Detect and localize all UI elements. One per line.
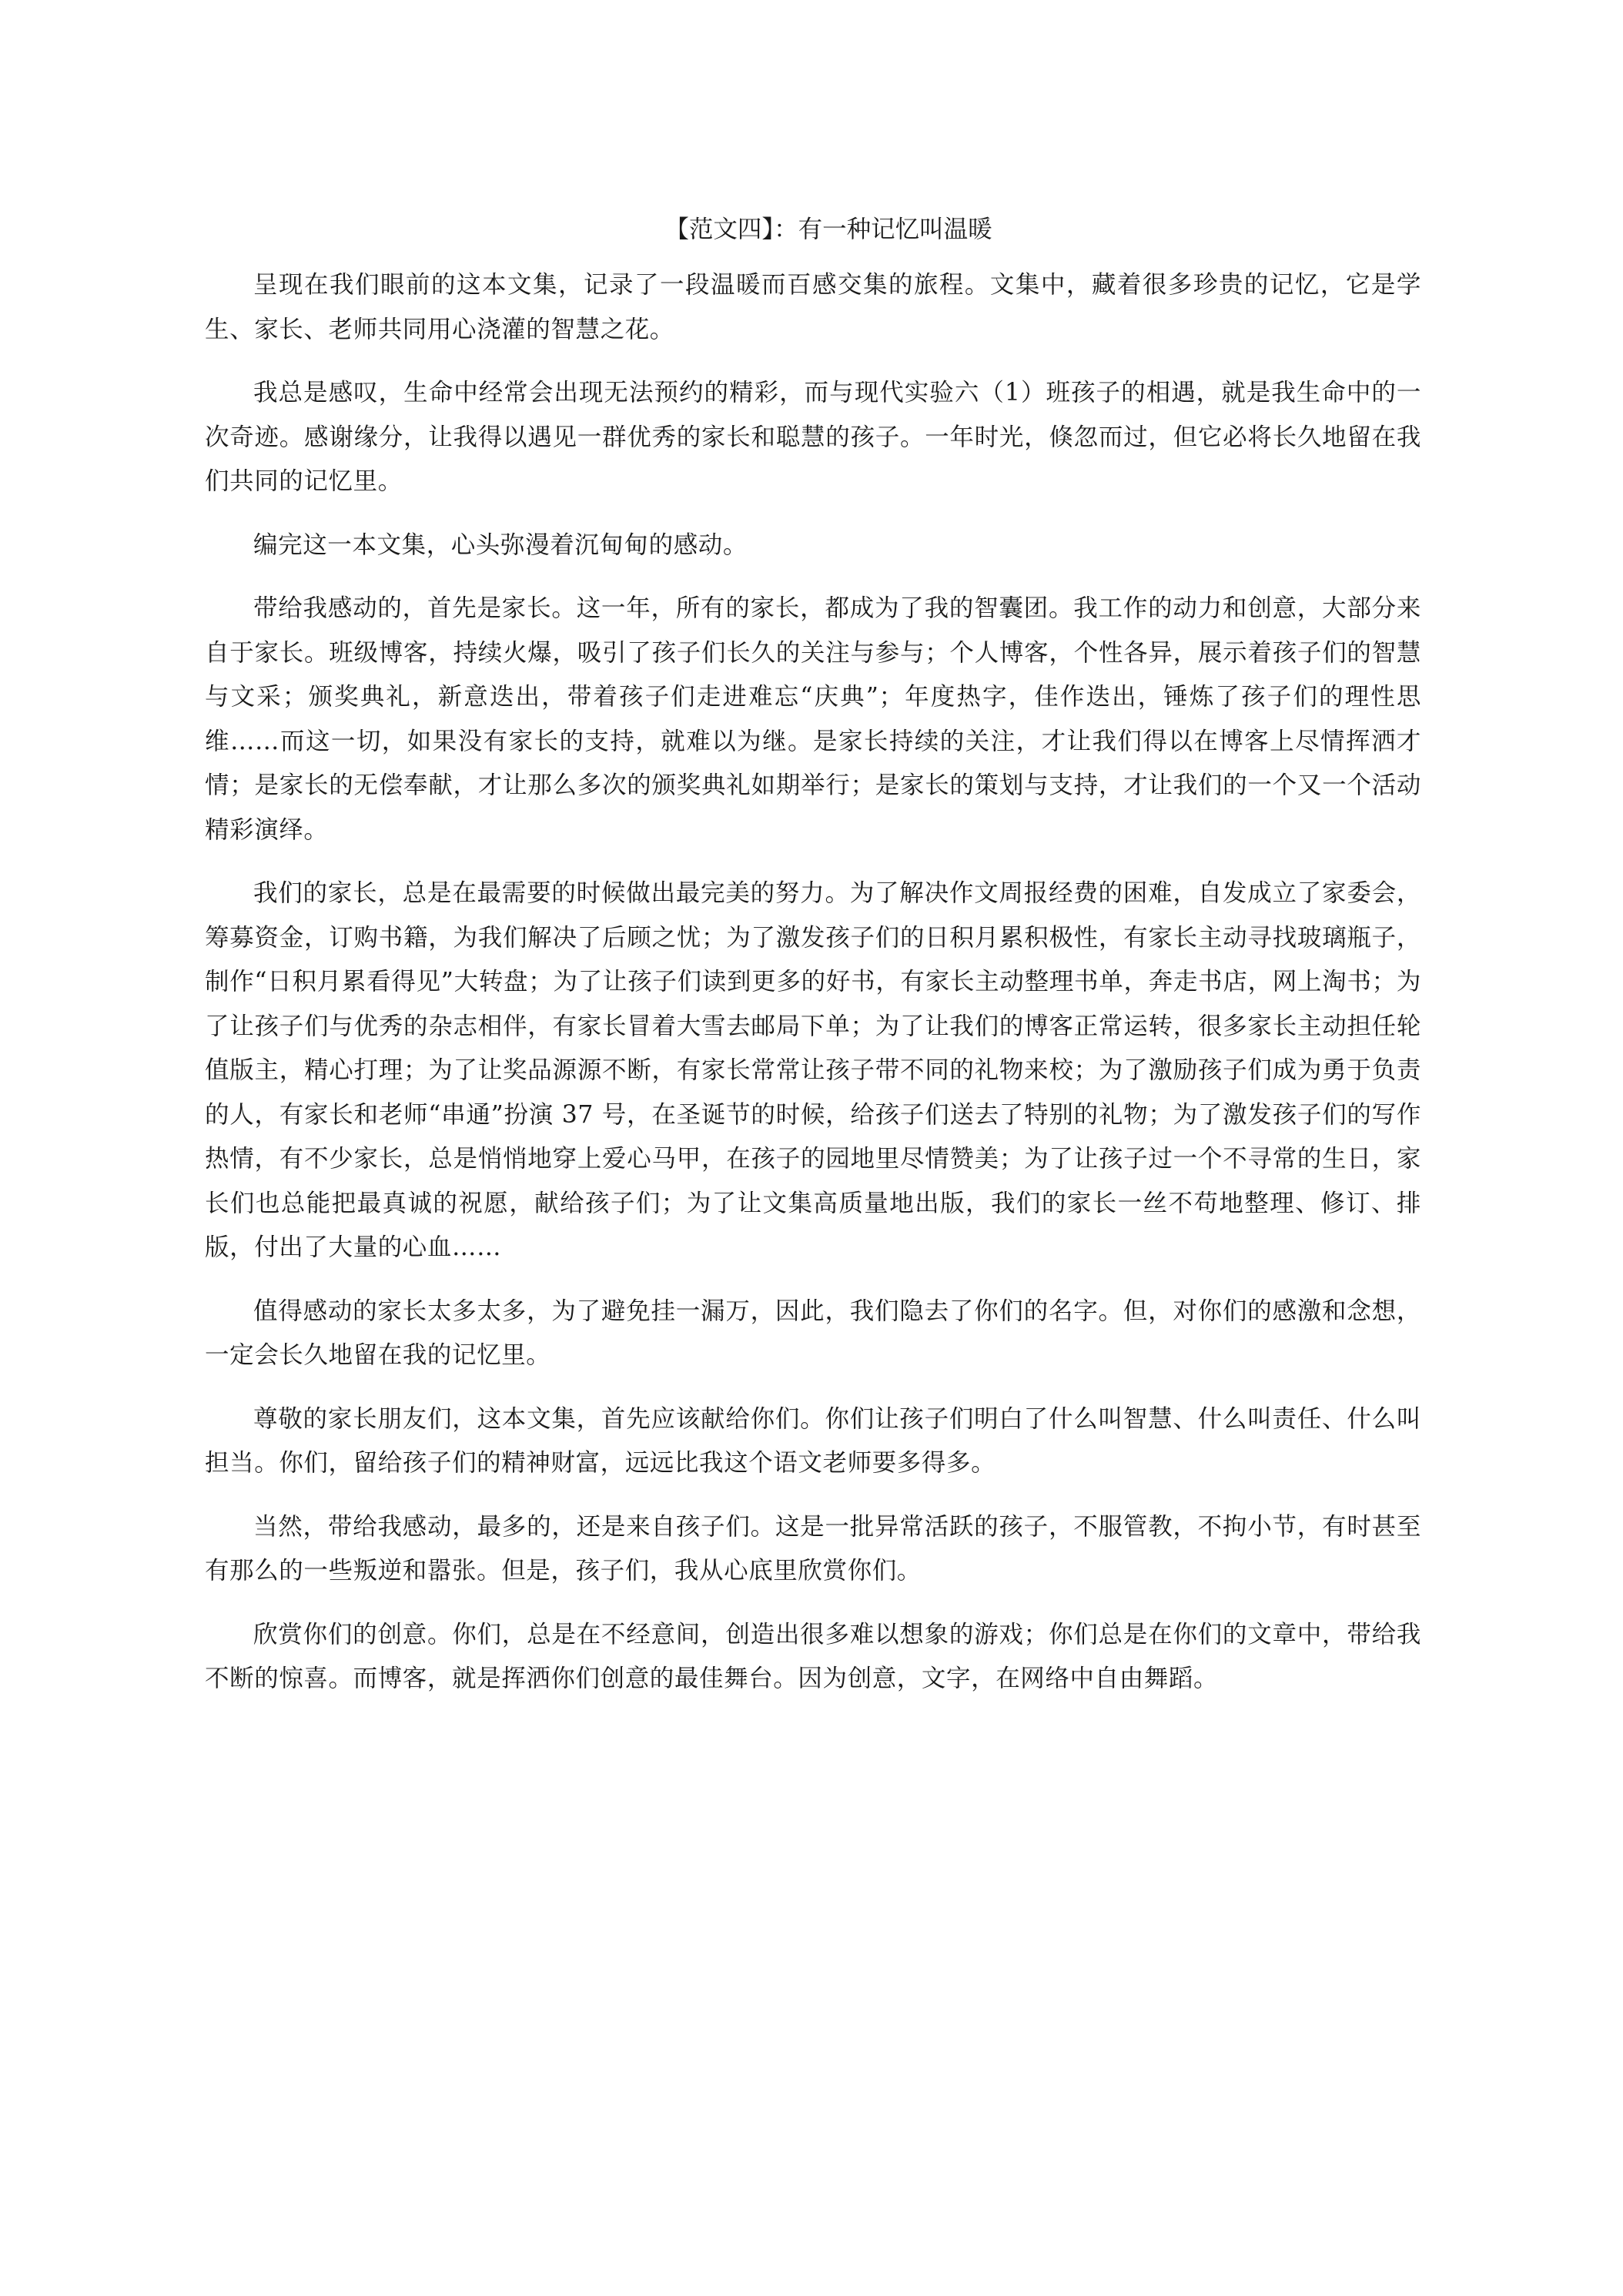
paragraph-5: 我们的家长，总是在最需要的时候做出最完美的努力。为了解决作文周报经费的困难，自发成立了家委会，筹募资金，订购书籍，为我们解决了后顾之忧；为了激发孩子们的日积月累积极性，有家长主动寻找玻璃瓶子，制作“日积月累看得见”大转盘；为了让孩子们读到更多的好书，有家长主动整理书单，奔走书店，网上淘书；为了让孩子们与优秀的杂志相伴，有家长冒着大雪去邮局下单；为了让我们的博客正常运转，很多家长主动担任轮值版主，精心打理；为了让奖品源源不断，有家长常常让孩子带不同的礼物来校；为了激励孩子们成为勇于负责的人，有家长和老师“串通”扮演 37 号，在圣诞节的时候，给孩子们送去了特别的礼物；为了激发孩子们的写作热情，有不少家长，总是悄悄地穿上爱心马甲，在孩子的园地里尽情赞美；为了让孩子过一个不寻常的生日，家长们也总能把最真诚的祝愿，献给孩子们；为了让文集高质量地出版，我们的家长一丝不苟地整理、修订、排版，付出了大量的心血…… xyxy=(205,879,1421,1261)
paragraph-1: 呈现在我们眼前的这本文集，记录了一段温暖而百感交集的旅程。文集中，藏着很多珍贵的记忆，它是学生、家长、老师共同用心浇灌的智慧之花。 xyxy=(205,271,1421,343)
paragraph-6: 值得感动的家长太多太多，为了避免挂一漏万，因此，我们隐去了你们的名字。但，对你们的感激和念想，一定会长久地留在我的记忆里。 xyxy=(205,1297,1421,1369)
paragraph-2: 我总是感叹，生命中经常会出现无法预约的精彩，而与现代实验六（1）班孩子的相遇，就是我生命中的一次奇迹。感谢缘分，让我得以遇见一群优秀的家长和聪慧的孩子。一年时光，倏忽而过，但它必将长久地留在我们共同的记忆里。 xyxy=(205,379,1421,495)
paragraph-3: 编完这一本文集，心头弥漫着沉甸甸的感动。 xyxy=(253,530,748,559)
paragraph-7: 尊敬的家长朋友们，这本文集，首先应该献给你们。你们让孩子们明白了什么叫智慧、什么叫责任、什么叫担当。你们，留给孩子们的精神财富，远远比我这个语文老师要多得多。 xyxy=(205,1404,1421,1477)
paragraph-4: 带给我感动的，首先是家长。这一年，所有的家长，都成为了我的智囊团。我工作的动力和创意，大部分来自于家长。班级博客，持续火爆，吸引了孩子们长久的关注与参与；个人博客，个性各异，展示着孩子们的智慧与文采；颁奖典礼，新意迭出，带着孩子们走进难忘“庆典”；年度热字，佳作迭出，锤炼了孩子们的理性思维……而这一切，如果没有家长的支持，就难以为继。是家长持续的关注，才让我们得以在博客上尽情挥洒才情；是家长的无偿奉献，才让那么多次的颁奖典礼如期举行；是家长的策划与支持，才让我们的一个又一个活动精彩演绎。 xyxy=(205,594,1421,844)
paragraph-8: 当然，带给我感动，最多的，还是来自孩子们。这是一批异常活跃的孩子，不服管教，不拘小节，有时甚至有那么的一些叛逆和嚣张。但是，孩子们，我从心底里欣赏你们。 xyxy=(205,1512,1421,1585)
paragraph-9: 欣赏你们的创意。你们，总是在不经意间，创造出很多难以想象的游戏；你们总是在你们的文章中，带给我不断的惊喜。而博客，就是挥洒你们创意的最佳舞台。因为创意，文字，在网络中自由舞蹈。 xyxy=(205,1620,1421,1692)
essay-title: 【范文四】：有一种记忆叫温暖 xyxy=(664,216,992,243)
